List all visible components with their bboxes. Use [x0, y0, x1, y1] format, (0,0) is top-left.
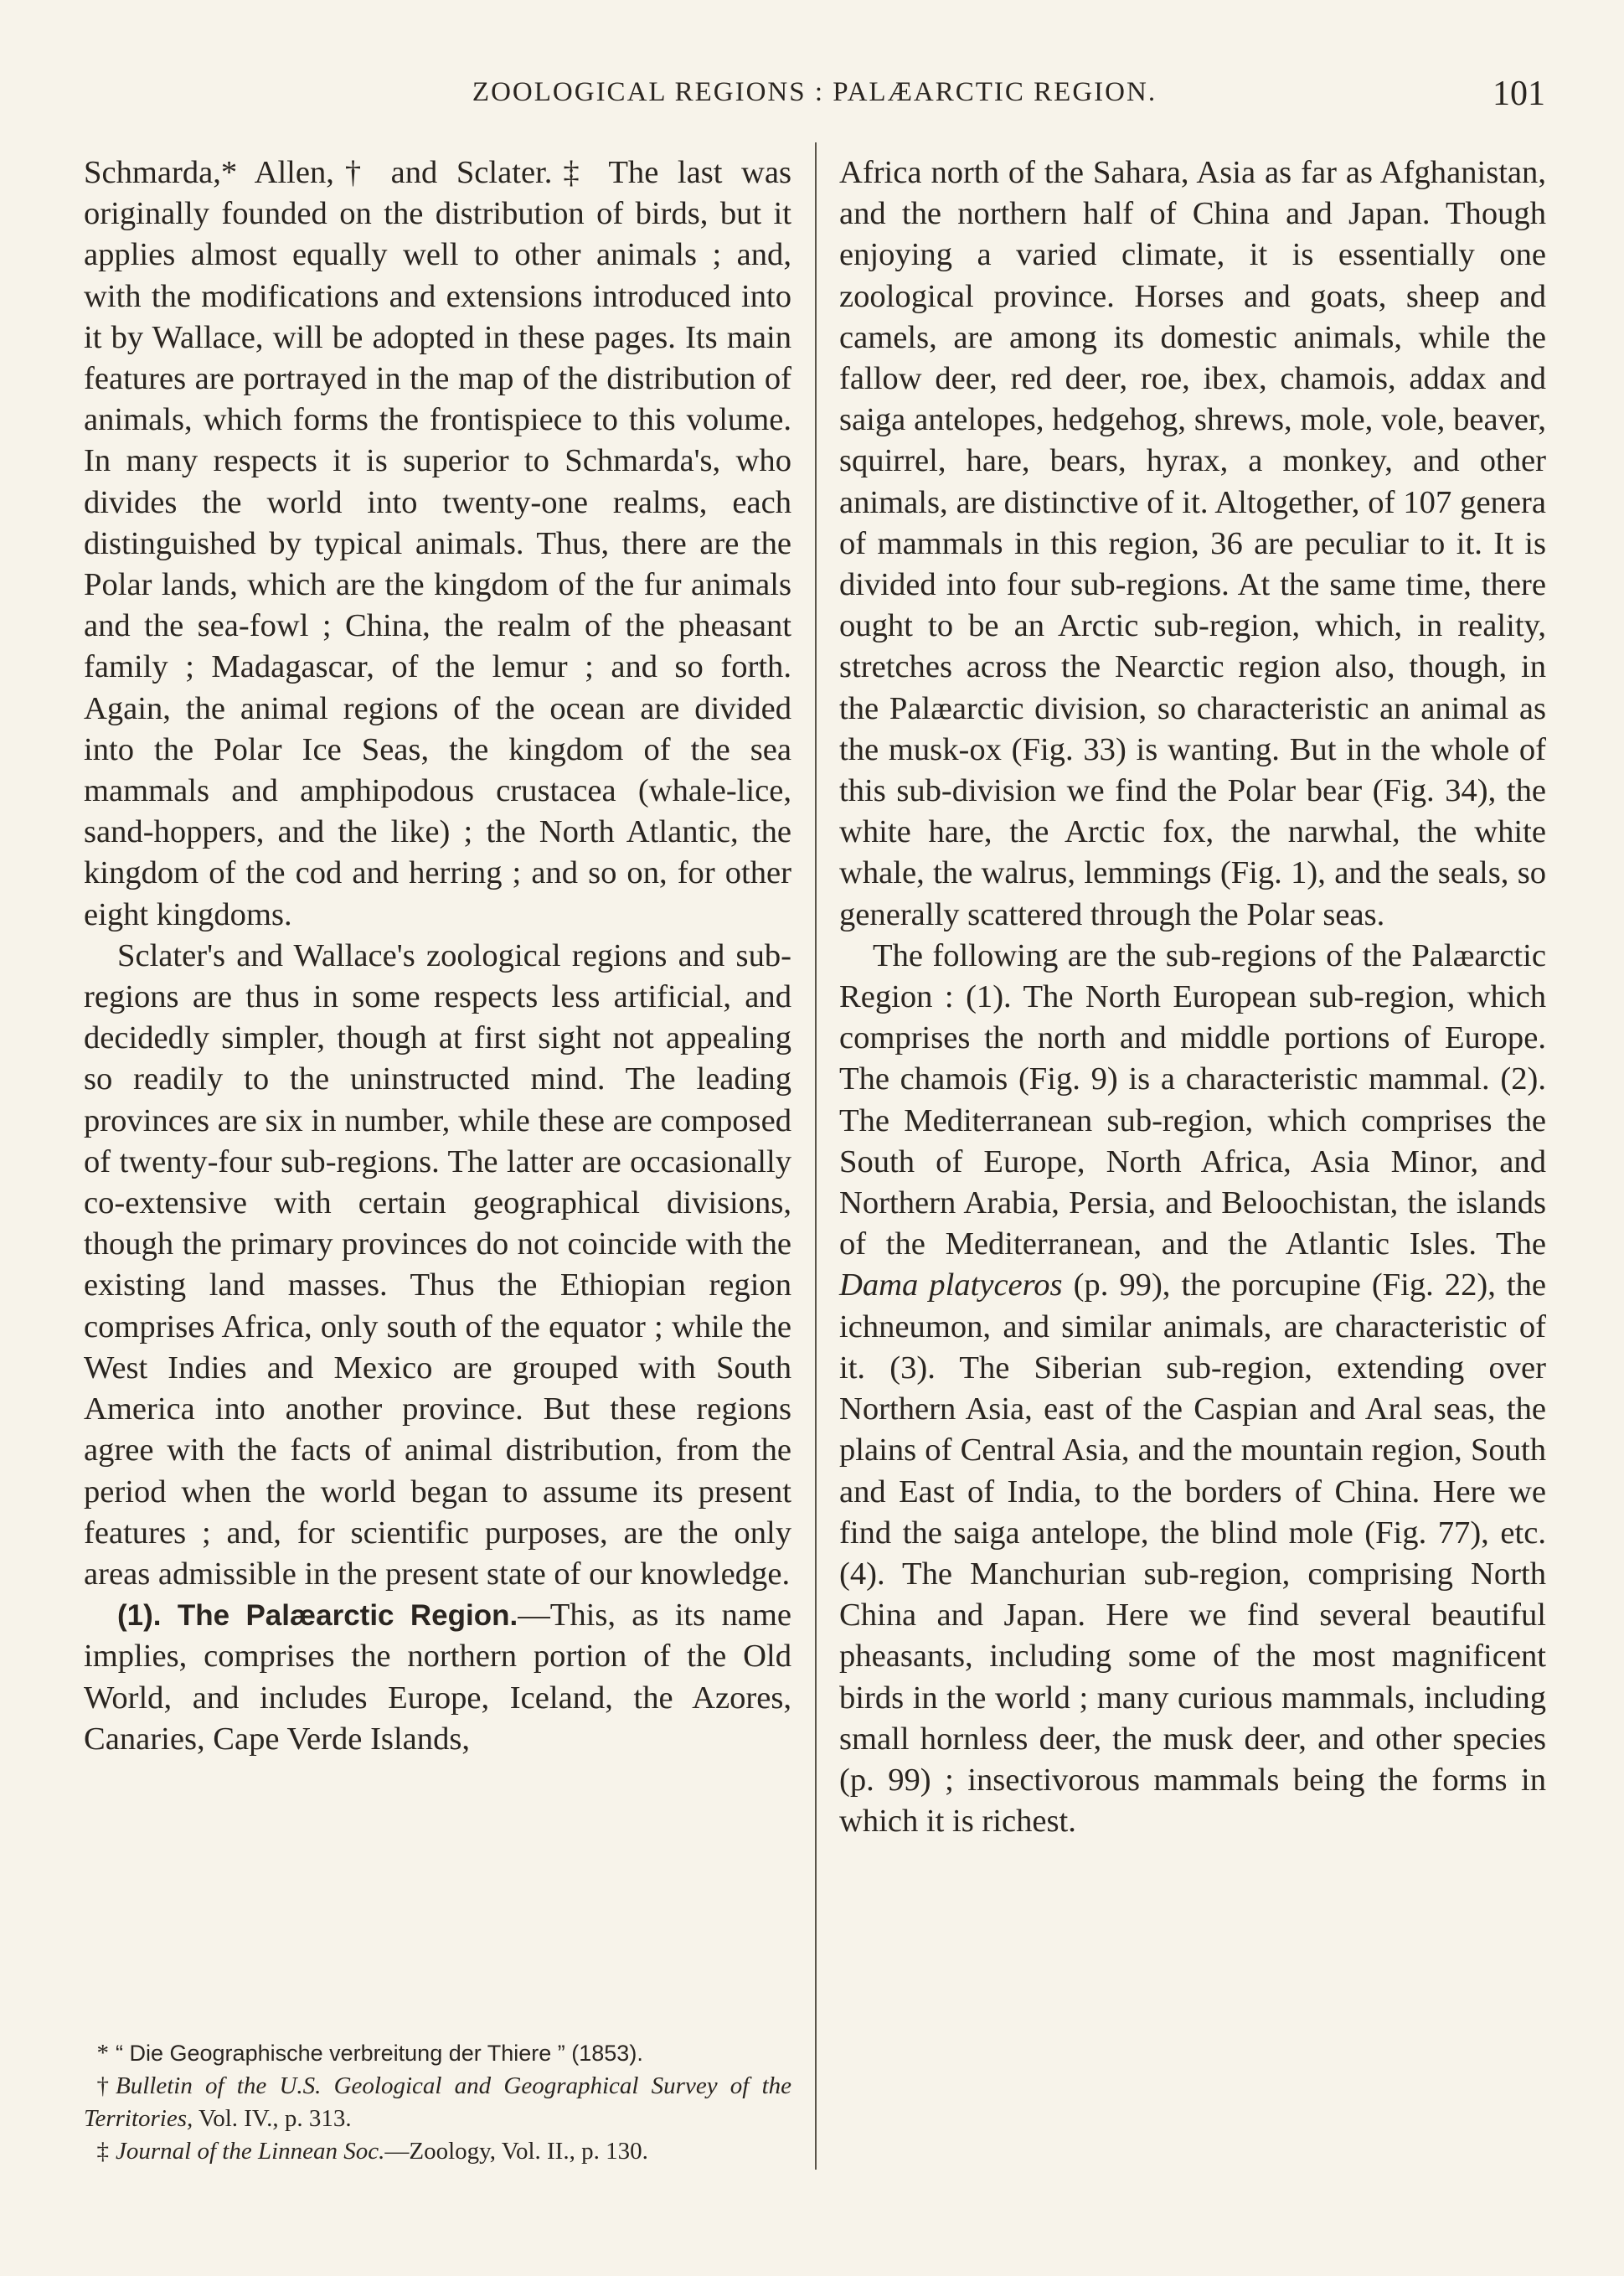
paragraph-schmarda: Schmarda,* Allen,† and Sclater.‡ The last was originally founded on the distribution of birds, but it applies almost equally well to other animals ; and, with the modifications and extensions introduced into it by Wallace, will be adopted in these pages. Its main features are portrayed in the map of the distribution of animals, which forms the frontispiece to this volume. In many respects it is superior to Schmarda's, who divides the world into twenty-one realms, each distinguished by typical animals. Thus, there are the Polar lands, which are the kingdom of the fur animals and the sea-fowl ; China, the realm of the pheasant family ; Madagascar, of the lemur ; and so forth. Again, the animal regions of the ocean are divided into the Polar Ice Seas, the kingdom of the sea mammals and amphipodous crustacea (whale-lice, sand-hoppers, and the like) ; the North Atlantic, the kingdom of the cod and herring ; and so on, for other eight kingdoms. — [84, 155, 791, 932]
paragraph-sub-regions — [839, 936, 1546, 1842]
paragraph-sclater-wallace: Sclater's and Wallace's zoological regions and sub-regions are thus in some respects less artificial, and decidedly simpler, though at first sight not appealing so readily to the uninstructed mind. The leading provinces are six in number, while these are composed of twenty-four sub-regions. The latter are occasionally co-extensive with certain geographical divisions, though the primary provinces do not coincide with the existing land masses. Thus the Ethiopian region comprises Africa, only south of the equator ; while the West Indies and Mexico are grouped with South America into another province. But these regions agree with the facts of animal distribution, from the period when the world began to assume its present features ; and, for scientific purposes, are the only areas admissible in the present state of our knowledge. — [84, 937, 791, 1592]
sub-regions-text-b: (p. 99), the porcupine (Fig. 22), the ichneumon, and similar animals, are characteristic of it. (3). The Siberian sub-region, extending over Northern Asia, east of the Caspian and Aral seas, the plains of Central Asia, and the mountain region, South and East of India, to the borders of China. Here we find the saiga antelope, the blind mole (Fig. 77), etc. (4). The Manchurian sub-region, comprising North China and Japan. Here we find several beautiful pheasants, including some of the most magnificent birds in the world ; many curious mammals, including small hornless deer, the musk deer, and other species (p. 99) ; insectivorous mammals being the forms in which it is richest. — [839, 1267, 1546, 1840]
palaearctic-intro-text: —This, as its name implies, comprises the northern portion of the Old World, and includes Europe, Iceland, the Azores, Canaries, Cape Verde Islands, — [84, 1597, 791, 1757]
footnote-1 — [84, 2037, 791, 2070]
footnote-1-mark: * — [96, 2040, 109, 2067]
footnote-2 — [84, 2070, 791, 2135]
running-head: ZOOLOGICAL REGIONS : PALÆARCTIC REGION. — [472, 77, 1157, 107]
dama-platyceros-italic: Dama platyceros — [839, 1267, 1063, 1303]
footnote-3-mark: ‡ — [96, 2138, 109, 2165]
page-number: 101 — [1493, 75, 1545, 113]
footnotes — [84, 2037, 791, 2168]
footnote-3 — [84, 2135, 791, 2168]
footnote-2-mark: † — [96, 2072, 109, 2099]
paragraph-palaearctic-continued: Africa north of the Sahara, Asia as far as Afghanistan, and the northern half of China and Japan. Though enjoying a varied climate, it is essentially one zoological province. Horses and goats, sheep and camels, are among its domestic animals, while the fallow deer, red deer, roe, ibex, chamois, addax and saiga antelopes, hedgehog, shrews, mole, vole, beaver, squirrel, hare, bears, hyrax, a monkey, and other animals, are distinctive of it. Altogether, of 107 genera of mammals in this region, 36 are peculiar to it. It is divided into four sub-regions. At the same time, there ought to be an Arctic sub-region, which, in reality, stretches across the Nearctic region also, though, in the Palæarctic division, so characteristic an animal as the musk-ox (Fig. 33) is wanting. But in the whole of this sub-division we find the Polar bear (Fig. 34), the white hare, the Arctic fox, the narwhal, the white whale, the walrus, lemmings (Fig. 1), and the seals, so generally scattered through the Polar seas. — [839, 155, 1546, 932]
footnote-1-text: “ Die Geographische verbreitung der Thiere ” (1853). — [116, 2041, 643, 2066]
footnote-3-title: Journal of the Linnean Soc. — [116, 2138, 385, 2165]
footnote-2-rest: Vol. IV., p. 313. — [193, 2105, 352, 2132]
footnote-2-title: Bulletin of the U.S. Geological and Geographical Survey of the Territories, — [84, 2072, 791, 2132]
footnote-3-rest: —Zoology, Vol. II., p. 130. — [384, 2138, 648, 2165]
section-heading-palaearctic: (1). The Palæarctic Region. — [117, 1599, 518, 1633]
column-divider — [815, 142, 817, 2170]
left-column — [84, 152, 791, 1760]
paragraph-palaearctic-intro — [84, 1595, 791, 1760]
right-column — [839, 152, 1546, 1842]
page-header — [84, 74, 1545, 116]
sub-regions-text-a: The following are the sub-regions of the Palæarctic Region : (1). The North European sub-region, which comprises the north and middle portions of Europe. The chamois (Fig. 9) is a characteristic mammal. (2). The Mediterranean sub-region, which comprises the South of Europe, North Africa, Asia Minor, and Northern Arabia, Persia, and Beloochistan, the islands of the Mediterranean, and the Atlantic Isles. The — [839, 937, 1546, 1262]
